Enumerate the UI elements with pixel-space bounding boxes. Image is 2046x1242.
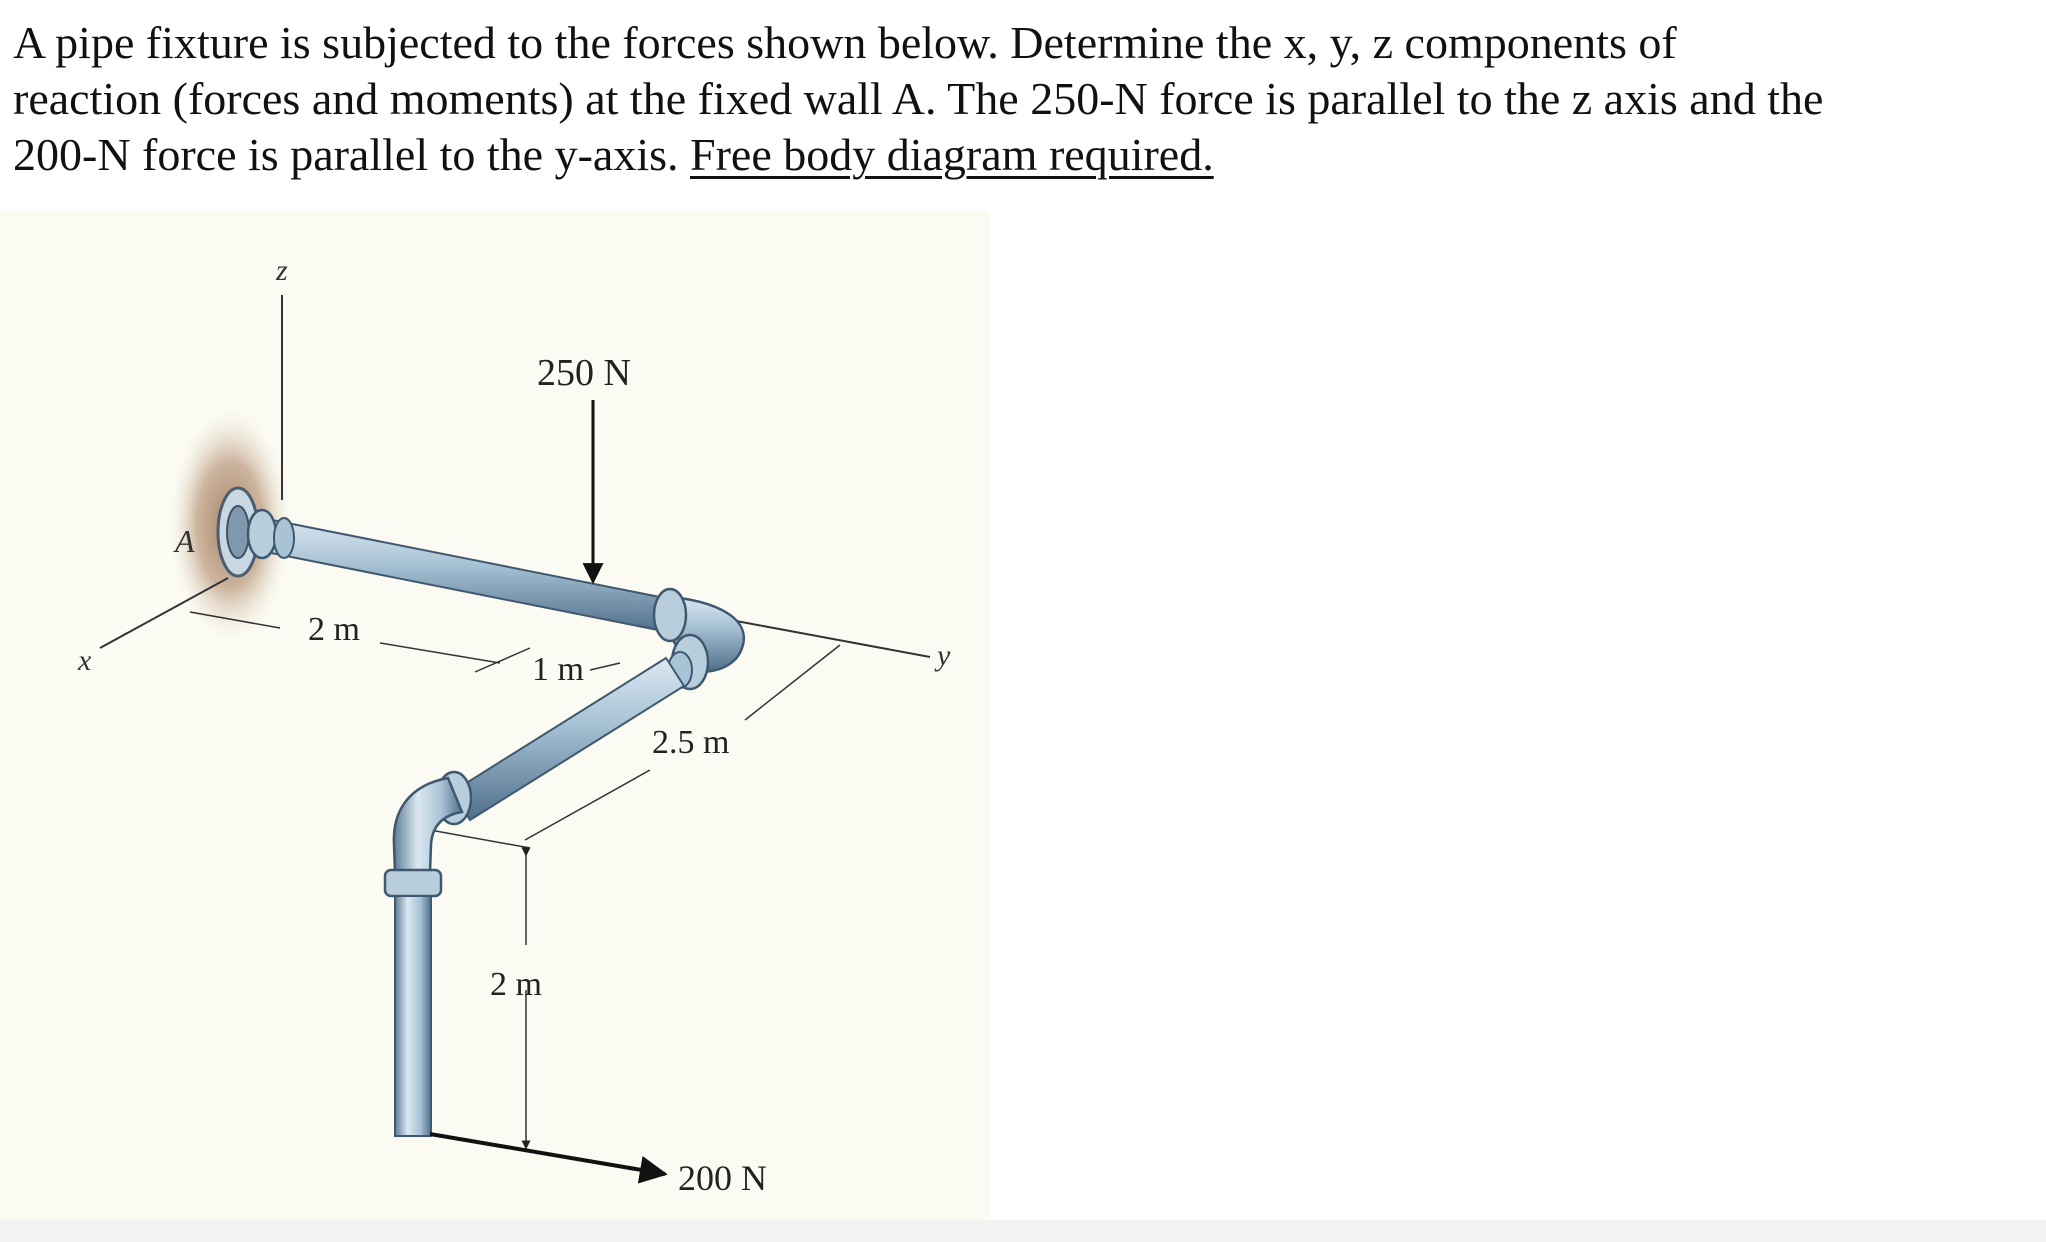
force-250n-label: 250 N — [537, 352, 631, 394]
dim-label-1m: 1 m — [532, 651, 584, 688]
z-axis-label: z — [276, 254, 288, 287]
pipe-fixture-diagram — [0, 200, 1000, 1220]
problem-line-1: A pipe fixture is subjected to the forces shown below. Determine the x, y, z components of — [13, 17, 1677, 68]
problem-statement — [13, 15, 2003, 183]
y-axis-label: y — [937, 639, 951, 672]
x-axis-label: x — [78, 644, 92, 677]
elbow-upper-flange — [654, 589, 686, 641]
dim-label-2m-horizontal: 2 m — [308, 611, 360, 648]
problem-line-3: 200-N force is parallel to the y-axis. — [13, 129, 690, 180]
wall-flange-center — [227, 506, 249, 558]
dim-label-2m-vertical: 2 m — [490, 966, 542, 1003]
problem-line-2: reaction (forces and moments) at the fixed wall A. The 250-N force is parallel to the z axis and the — [13, 73, 1824, 124]
force-200n-label: 200 N — [678, 1158, 767, 1198]
pipe-segment-vertical — [395, 896, 431, 1136]
pipe-thread-ring — [274, 518, 294, 558]
vertical-pipe-coupling — [385, 870, 441, 896]
support-a-label: A — [175, 523, 195, 559]
pipe-coupling-wall — [248, 510, 276, 558]
fbd-required-note: Free body diagram required. — [690, 129, 1214, 180]
bottom-strip — [0, 1220, 2046, 1242]
dim-label-2-5m: 2.5 m — [652, 724, 730, 761]
pipe-fixture-figure — [0, 200, 1000, 1220]
figure-background — [0, 210, 990, 1220]
